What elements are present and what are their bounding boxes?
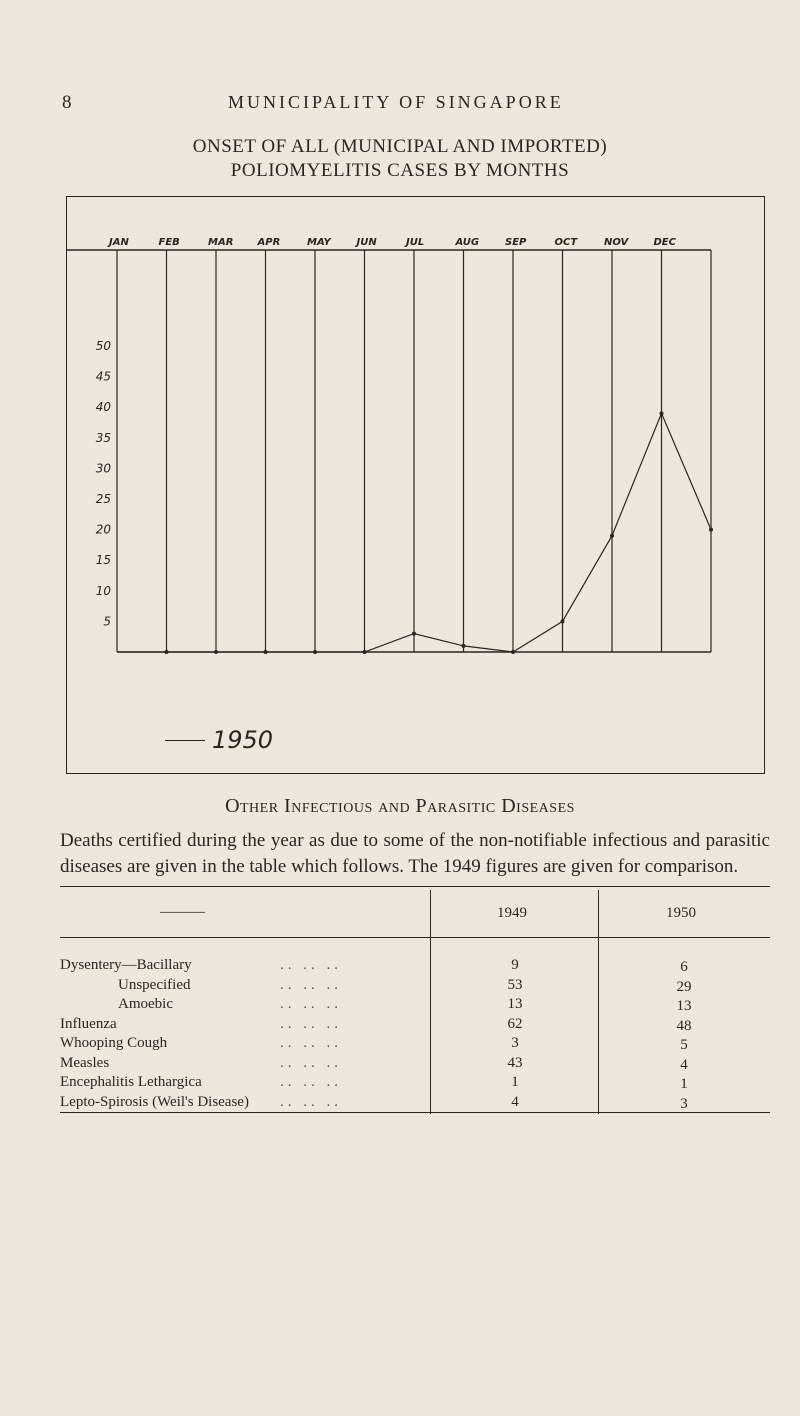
month-label-apr: APR [257, 237, 281, 248]
month-label-aug: AUG [455, 237, 480, 248]
month-label-may: MAY [307, 237, 331, 248]
y-tick-50: 50 [95, 339, 111, 353]
table-stub-header: ——— [160, 904, 205, 920]
data-point-dec [709, 528, 713, 532]
cell-1950: 13 [676, 998, 692, 1014]
y-tick-labels [96, 339, 112, 628]
figure-title-line2: POLIOMYELITIS CASES BY MONTHS [230, 160, 570, 181]
cell-1949: 62 [507, 1015, 523, 1032]
y-tick-35: 35 [95, 430, 111, 445]
month-labels [107, 237, 677, 248]
cell-1949: 43 [507, 1054, 523, 1071]
row-label: Encephalitis Lethargica [60, 1074, 202, 1090]
section-paragraph: Deaths certified during the year as due to some of the non-notifiable infectious and parasitic diseases are given in the table which follows. The 1949 figures are given for comparison. [60, 830, 770, 877]
y-tick-45: 45 [95, 369, 111, 384]
month-label-oct: OCT [554, 237, 578, 248]
cell-1950: 48 [676, 1017, 692, 1034]
table-top-rule [60, 886, 770, 887]
y-tick-5: 5 [103, 614, 111, 629]
y-tick-10: 10 [95, 583, 111, 598]
column-header-1950: 1950 [666, 905, 696, 921]
y-tick-25: 25 [95, 492, 111, 506]
table-bottom-rule [60, 1112, 770, 1113]
month-label-jan: JAN [109, 237, 129, 248]
data-point-nov [660, 411, 664, 415]
running-title: MUNICIPALITY OF SINGAPORE [228, 92, 564, 112]
table-col-separator-1 [430, 890, 431, 1114]
row-leader-dots: .. .. .. [280, 1035, 342, 1051]
cell-1949: 9 [511, 957, 519, 973]
row-label: Lepto-Spirosis (Weil's Disease) [60, 1093, 249, 1110]
cell-1950: 5 [680, 1037, 688, 1053]
row-label: Whooping Cough [60, 1035, 168, 1051]
month-label-nov: NOV [604, 237, 629, 248]
data-point-aug [511, 650, 515, 654]
row-leader-dots: .. .. .. [280, 1093, 342, 1110]
page-number: 8 [62, 92, 72, 113]
month-label-mar: MAR [208, 237, 234, 248]
cell-1949: 53 [507, 976, 523, 993]
data-point-jul [462, 644, 466, 648]
data-point-jan [165, 650, 169, 654]
legend-swatch [165, 740, 205, 741]
data-point-may [363, 650, 367, 654]
data-point-oct [610, 534, 614, 538]
month-label-jun: JUN [356, 237, 377, 248]
row-leader-dots: .. .. .. [280, 1054, 342, 1071]
data-point-sep [561, 619, 565, 623]
cell-1949: 13 [507, 996, 523, 1012]
cell-1949: 3 [511, 1035, 519, 1051]
row-leader-dots: .. .. .. [280, 1074, 342, 1090]
row-label: Unspecified [118, 976, 191, 993]
table-header-rule [60, 937, 770, 938]
month-label-sep: SEP [505, 237, 527, 248]
cell-1949: 4 [511, 1093, 519, 1110]
y-tick-30: 30 [95, 461, 111, 476]
figure-title-line1: ONSET OF ALL (MUNICIPAL AND IMPORTED) [192, 136, 608, 157]
cell-1950: 1 [680, 1076, 688, 1092]
chart-grid [66, 250, 711, 652]
y-tick-20: 20 [95, 522, 111, 537]
cell-1950: 29 [676, 978, 692, 995]
cell-1950: 6 [680, 959, 688, 975]
y-tick-40: 40 [95, 400, 111, 415]
column-header-1949: 1949 [497, 905, 527, 921]
data-point-feb [214, 650, 218, 654]
section-title: Other Infectious and Parasitic Diseases [225, 795, 575, 817]
data-point-apr [313, 650, 317, 654]
cell-1950: 3 [680, 1095, 688, 1112]
series-1950 [117, 411, 713, 654]
row-label: Dysentery—Bacillary [60, 957, 192, 973]
cell-1949: 1 [511, 1074, 519, 1090]
row-leader-dots: .. .. .. [280, 996, 342, 1012]
data-point-mar [264, 650, 268, 654]
month-label-feb: FEB [158, 237, 180, 248]
y-tick-15: 15 [95, 553, 111, 568]
data-point-jun [412, 632, 416, 636]
row-label: Amoebic [118, 996, 173, 1012]
row-leader-dots: .. .. .. [280, 976, 342, 993]
table-col-separator-2 [598, 890, 599, 1114]
cell-1950: 4 [680, 1056, 688, 1073]
month-label-jul: JUL [406, 237, 425, 248]
row-leader-dots: .. .. .. [280, 1015, 342, 1032]
row-label: Influenza [60, 1015, 117, 1032]
legend-label: 1950 [212, 726, 274, 754]
month-label-dec: DEC [653, 237, 676, 248]
row-label: Measles [60, 1054, 110, 1071]
row-leader-dots: .. .. .. [280, 957, 342, 973]
